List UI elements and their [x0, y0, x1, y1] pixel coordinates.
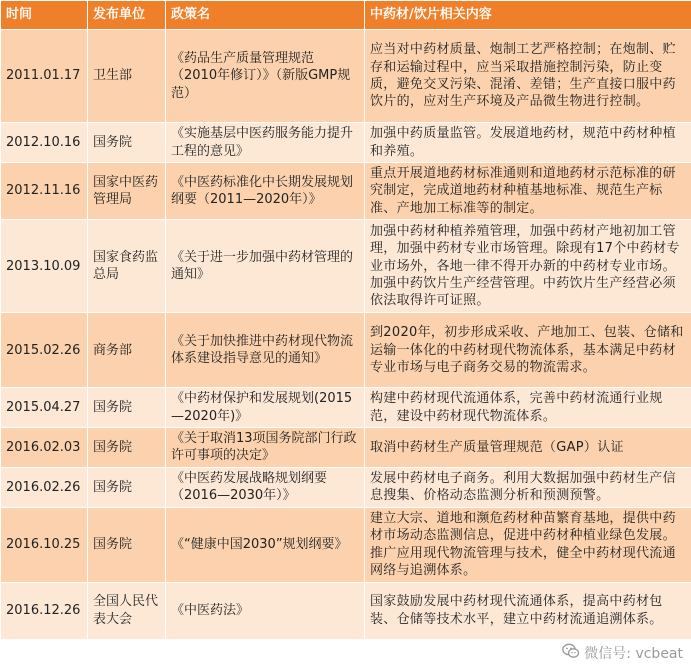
watermark — [562, 643, 683, 663]
row-date: 2011.01.17 — [1, 30, 88, 123]
table-row — [1, 123, 691, 163]
table-row — [1, 220, 691, 313]
table-row — [1, 30, 691, 123]
row-content: 发展中药材电子商务。利用大数据加强中药材生产信息搜集、价格动态监测分析和预测预警。 — [365, 467, 691, 507]
row-policy: 《中医药发展战略规划纲要（2016—2030年）》 — [166, 467, 365, 507]
table-row — [1, 582, 691, 639]
header-content: 中药材/饮片相关内容 — [365, 1, 691, 30]
row-unit: 国家食药监总局 — [88, 220, 166, 313]
row-unit: 商务部 — [88, 313, 166, 388]
row-content: 重点开展道地药材标准通则和道地药材示范标准的研究制定，完成道地药材种植基地标准、规范生产标准、产地加工标准等的制定。 — [365, 163, 691, 220]
row-policy: 《药品生产质量管理规范（2010年修订）》（新版GMP规范） — [166, 30, 365, 123]
table-row — [1, 428, 691, 468]
row-date: 2012.11.16 — [1, 163, 88, 220]
row-content: 加强中药质量监管。发展道地药材，规范中药材种植和养殖。 — [365, 123, 691, 163]
row-policy: 《关于加快推进中药材现代物流体系建设指导意见的通知》 — [166, 313, 365, 388]
row-policy: 《关于取消13项国务院部门行政许可事项的决定》 — [166, 428, 365, 468]
row-unit: 国务院 — [88, 388, 166, 428]
row-unit: 卫生部 — [88, 30, 166, 123]
row-unit: 国务院 — [88, 467, 166, 507]
table-header-row — [1, 1, 691, 30]
table-row — [1, 388, 691, 428]
row-date: 2016.02.26 — [1, 467, 88, 507]
row-date: 2016.10.25 — [1, 507, 88, 582]
row-policy: 《实施基层中医药服务能力提升工程的意见》 — [166, 123, 365, 163]
row-content: 构建中药材现代流通体系，完善中药材流通行业规范，建设中药材现代物流体系。 — [365, 388, 691, 428]
watermark-text: 微信号: vcbeat — [584, 646, 683, 662]
row-date: 2016.12.26 — [1, 582, 88, 639]
row-policy: 《中医药标准化中长期发展规划纲要（2011—2020年）》 — [166, 163, 365, 220]
row-content: 建立大宗、道地和濒危药材种苗繁育基地，提供中药材市场动态监测信息，促进中药材种植业绿色发展。推广应用现代物流管理与技术，健全中药材现代流通网络与追溯体系。 — [365, 507, 691, 582]
row-policy: 《中医药法》 — [166, 582, 365, 639]
row-content: 取消中药材生产质量管理规范（GAP）认证 — [365, 428, 691, 468]
row-date: 2013.10.09 — [1, 220, 88, 313]
row-policy: 《中药材保护和发展规划(2015—2020年)》 — [166, 388, 365, 428]
header-unit: 发布单位 — [88, 1, 166, 30]
row-date: 2015.04.27 — [1, 388, 88, 428]
table-row — [1, 163, 691, 220]
row-date: 2016.02.03 — [1, 428, 88, 468]
row-unit: 国务院 — [88, 428, 166, 468]
row-date: 2015.02.26 — [1, 313, 88, 388]
row-content: 加强中药材种植养殖管理，加强中药材产地初加工管理，加强中药材专业市场管理。除现有17个中药材专业市场外，各地一律不得开办新的中药材专业市场。加强中药饮片生产经营管理。中药饮片生产经营必须依法取得许可证照。 — [365, 220, 691, 313]
header-policy: 政策名 — [166, 1, 365, 30]
row-unit: 国务院 — [88, 123, 166, 163]
wechat-icon — [562, 643, 584, 663]
row-unit: 国家中医药管理局 — [88, 163, 166, 220]
row-unit: 全国人民代表大会 — [88, 582, 166, 639]
table-row — [1, 467, 691, 507]
table-row — [1, 313, 691, 388]
row-date: 2012.10.16 — [1, 123, 88, 163]
table-row — [1, 507, 691, 582]
row-policy: 《关于进一步加强中药材管理的通知》 — [166, 220, 365, 313]
row-unit: 国务院 — [88, 507, 166, 582]
row-policy: 《“健康中国2030”规划纲要》 — [166, 507, 365, 582]
row-content: 到2020年，初步形成采收、产地加工、包装、仓储和运输一体化的中药材现代物流体系，基本满足中药材专业市场与电子商务交易的物流需求。 — [365, 313, 691, 388]
row-content: 国家鼓励发展中药材现代流通体系，提高中药材包装、仓储等技术水平，建立中药材流通追溯体系。 — [365, 582, 691, 639]
header-date: 时间 — [1, 1, 88, 30]
row-content: 应当对中药材质量、炮制工艺严格控制；在炮制、贮存和运输过程中，应当采取措施控制污染，防止变质，避免交叉污染、混淆、差错；生产直接口服中药饮片的，应对生产环境及产品微生物进行控制。 — [365, 30, 691, 123]
